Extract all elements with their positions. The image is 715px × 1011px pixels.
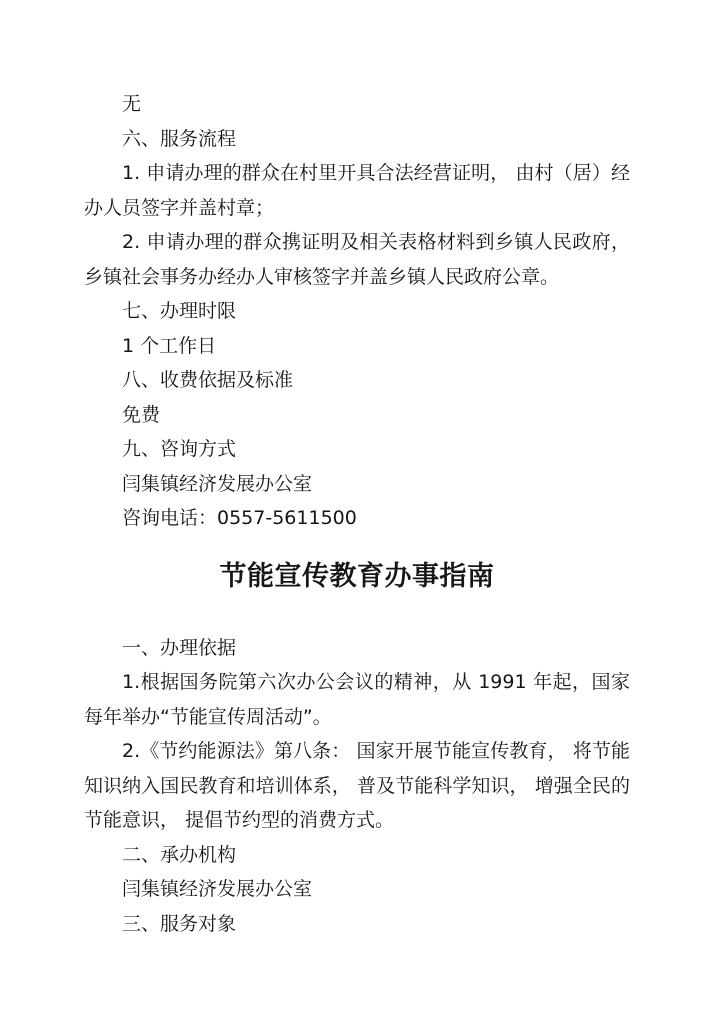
document-body: [84, 87, 630, 941]
paragraph-process-step-2: 2. 申请办理的群众携证明及相关表格材料到乡镇人民政府，乡镇社会事务办经办人审核签字并盖乡镇人民政府公章。: [84, 231, 630, 288]
paragraph-consult-office: 闫集镇经济发展办公室: [122, 472, 313, 495]
paragraph-organizer-office: 闫集镇经济发展办公室: [122, 878, 313, 900]
section-heading-6-service-process: 六、服务流程: [122, 127, 237, 150]
energy-guide-section: [84, 631, 630, 942]
paragraph-none-value: 无: [122, 93, 142, 115]
document-title: 节能宣传教育办事指南: [219, 560, 495, 592]
paragraph-time-limit-value: 1 个工作日: [122, 334, 217, 357]
section-heading-9-consult-method: 九、咨询方式: [122, 438, 237, 460]
paragraph-fee-value: 免费: [122, 403, 161, 426]
section-heading-2-organizer: 二、承办机构: [122, 843, 237, 866]
paragraph-consult-phone: 咨询电话：0557-5611500: [122, 507, 357, 529]
section-heading-3-service-target: 三、服务对象: [122, 912, 237, 935]
paragraph-basis-2: 2.《节约能源法》第八条： 国家开展节能宣传教育， 将节能知识纳入国民教育和培训体系， 普及节能科学知识， 增强全民的节能意识， 提倡节约型的消费方式。: [84, 740, 630, 831]
paragraph-basis-1: 1.根据国务院第六次办公会议的精神，从 1991 年起，国家每年举办“节能宣传周活动”。: [84, 671, 630, 728]
section-heading-7-time-limit: 七、办理时限: [122, 300, 237, 322]
section-heading-8-fee-basis: 八、收费依据及标准: [122, 369, 294, 391]
section-heading-1-basis: 一、办理依据: [122, 636, 237, 659]
paragraph-process-step-1: 1. 申请办理的群众在村里开具合法经营证明， 由村（居）经办人员签字并盖村章；: [84, 162, 630, 219]
